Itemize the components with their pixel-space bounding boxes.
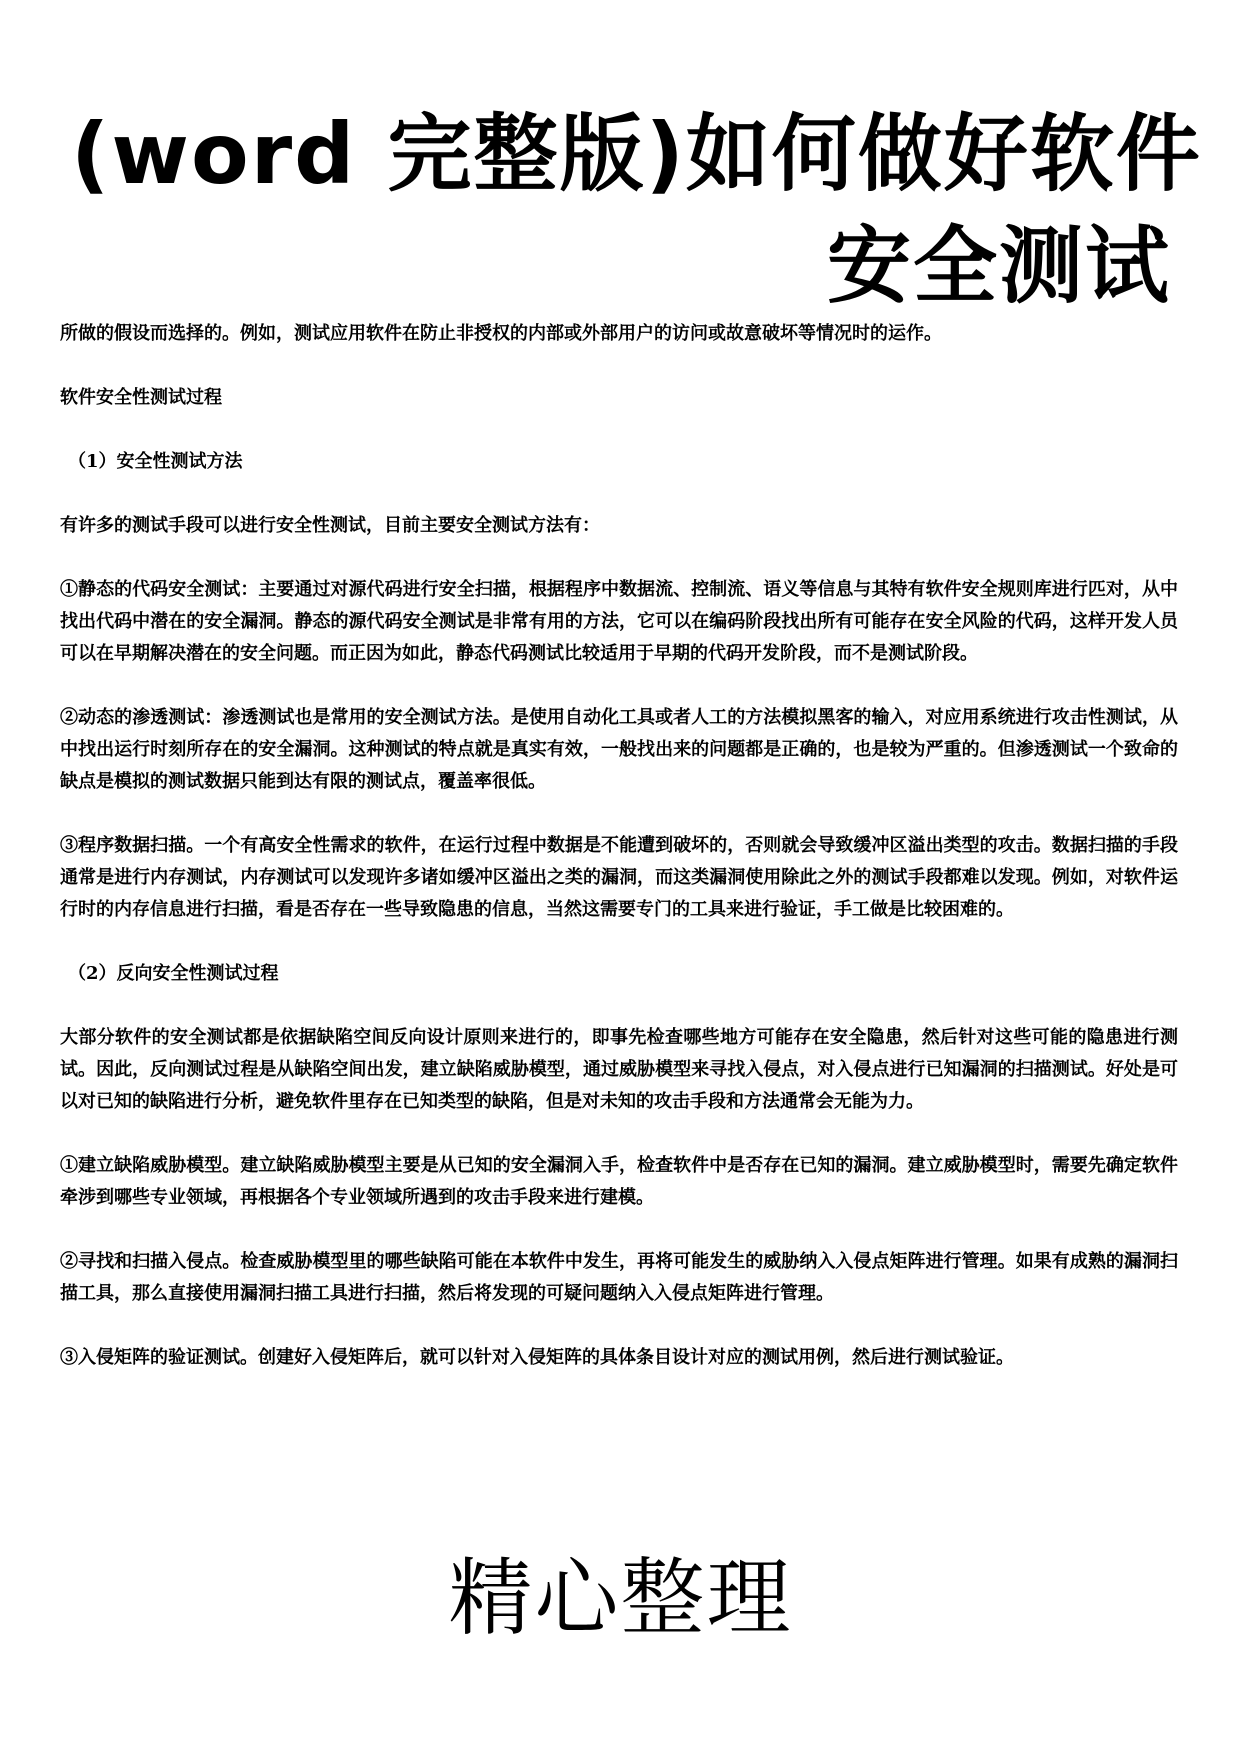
reverse-intro-paragraph: 大部分软件的安全测试都是依据缺陷空间反向设计原则来进行的，即事先检查哪些地方可能存在安全隐患，然后针对这些可能的隐患进行测试。因此，反向测试过程是从缺陷空间出发，建立缺陷威胁模型，通过威胁模型来寻找入侵点，对入侵点进行已知漏洞的扫描测试。好处是可以对已知的缺陷进行分析，避免软件里存在已知类型的缺陷，但是对未知的攻击手段和方法通常会无能为力。: [60, 1027, 1178, 1112]
intro-paragraph: 所做的假设而选择的。例如，测试应用软件在防止非授权的内部或外部用户的访问或故意破坏等情况时的运作。: [60, 323, 942, 344]
section-heading: 软件安全性测试过程: [60, 387, 222, 408]
method-data-scan-paragraph: ③程序数据扫描。一个有高安全性需求的软件，在运行过程中数据是不能遭到破坏的，否则就会导致缓冲区溢出类型的攻击。数据扫描的手段通常是进行内存测试，内存测试可以发现许多诸如缓冲区溢出之类的漏洞，而这类漏洞使用除此之外的测试手段都难以发现。例如，对软件运行时的内存信息进行扫描，看是否存在一些导致隐患的信息，当然这需要专门的工具来进行验证，手工做是比较困难的。: [60, 835, 1178, 920]
footer-text: 精心整理: [448, 1549, 793, 1647]
subsection-heading-reverse: （2）反向安全性测试过程: [68, 963, 279, 984]
title-line-1: (word 完整版)如何做好软件: [71, 105, 1202, 203]
step-threat-model-paragraph: ①建立缺陷威胁模型。建立缺陷威胁模型主要是从已知的安全漏洞入手，检查软件中是否存在已知的漏洞。建立威胁模型时，需要先确定软件牵涉到哪些专业领域，再根据各个专业领域所遇到的攻击手段来进行建模。: [60, 1155, 1178, 1208]
step-entry-points-paragraph: ②寻找和扫描入侵点。检查威胁模型里的哪些缺陷可能在本软件中发生，再将可能发生的威胁纳入入侵点矩阵进行管理。如果有成熟的漏洞扫描工具，那么直接使用漏洞扫描工具进行扫描，然后将发现的可疑问题纳入入侵点矩阵进行管理。: [60, 1251, 1178, 1304]
method-static-paragraph: ①静态的代码安全测试：主要通过对源代码进行安全扫描，根据程序中数据流、控制流、语义等信息与其特有软件安全规则库进行匹对，从中找出代码中潜在的安全漏洞。静态的源代码安全测试是非常有用的方法，它可以在编码阶段找出所有可能存在安全风险的代码，这样开发人员可以在早期解决潜在的安全问题。而正因为如此，静态代码测试比较适用于早期的代码开发阶段，而不是测试阶段。: [60, 579, 1178, 664]
document-title: [71, 98, 1202, 322]
methods-intro-paragraph: 有许多的测试手段可以进行安全性测试，目前主要安全测试方法有：: [60, 515, 600, 536]
method-penetration-paragraph: ②动态的渗透测试：渗透测试也是常用的安全测试方法。是使用自动化工具或者人工的方法模拟黑客的输入，对应用系统进行攻击性测试，从中找出运行时刻所存在的安全漏洞。这种测试的特点就是真实有效，一般找出来的问题都是正确的，也是较为严重的。但渗透测试一个致命的缺点是模拟的测试数据只能到达有限的测试点，覆盖率很低。: [60, 707, 1178, 792]
title-line-2: 安全测试: [826, 217, 1171, 315]
step-matrix-paragraph: ③入侵矩阵的验证测试。创建好入侵矩阵后，就可以针对入侵矩阵的具体条目设计对应的测试用例，然后进行测试验证。: [60, 1347, 1014, 1368]
subsection-heading-methods: （1）安全性测试方法: [68, 451, 243, 472]
document-body: [60, 318, 1178, 1406]
